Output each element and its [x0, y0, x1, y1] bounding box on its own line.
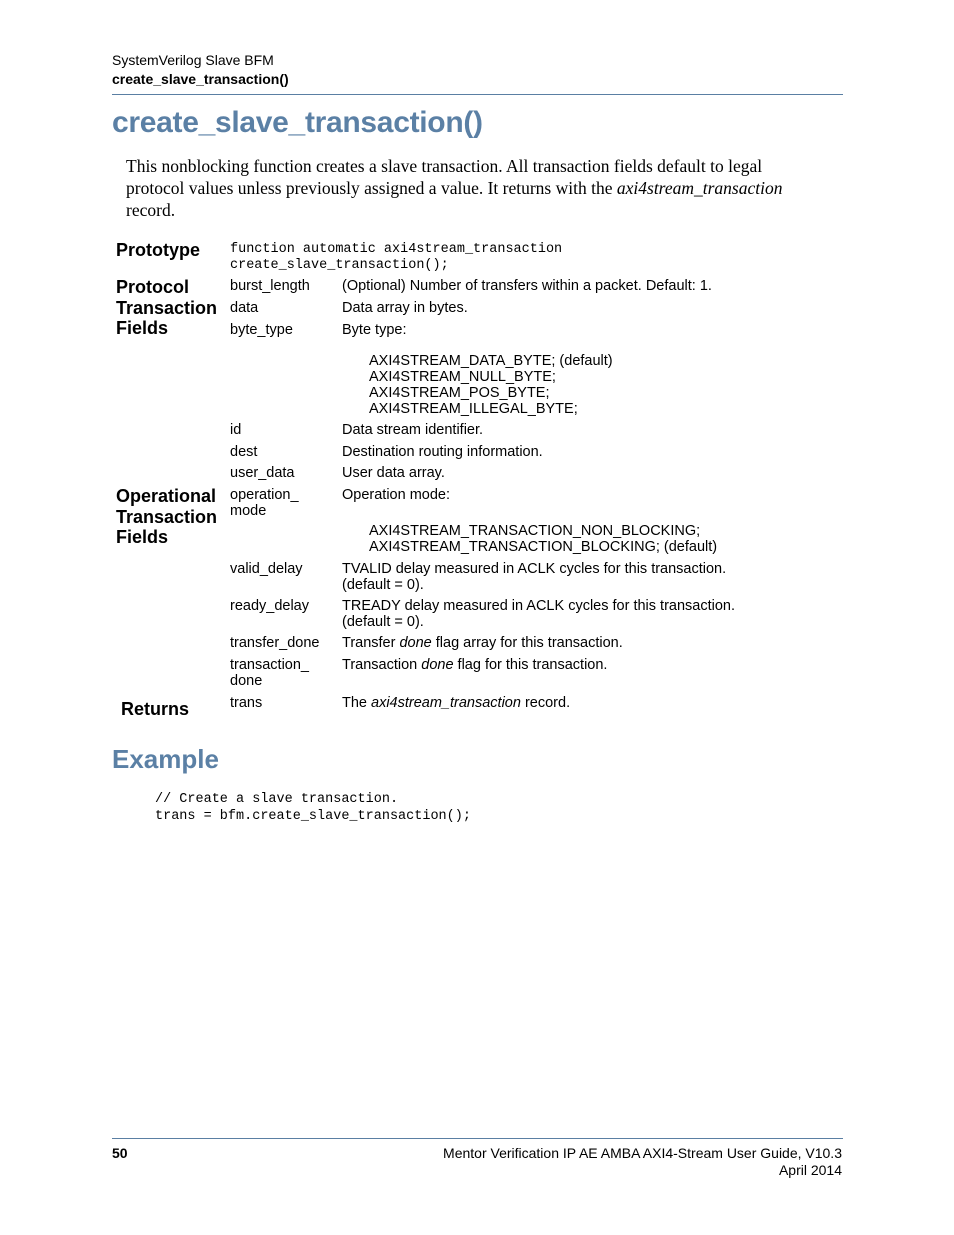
- example-code: // Create a slave transaction. trans = bfm.create_slave_transaction();: [155, 792, 471, 824]
- operational-fields-label: Operational Transaction Fields: [116, 486, 218, 547]
- desc-operation-mode: Operation mode:: [342, 487, 451, 503]
- field-transaction-done: transaction_ done: [230, 657, 309, 689]
- list-item: AXI4STREAM_ILLEGAL_BYTE;: [369, 401, 578, 417]
- field-ready-delay: ready_delay: [230, 598, 309, 614]
- field-byte-type: byte_type: [230, 322, 293, 338]
- example-heading: Example: [112, 744, 219, 774]
- footer-rule: [112, 1138, 843, 1139]
- field-operation-mode: operation_ mode: [230, 487, 299, 519]
- field-burst-length: burst_length: [230, 278, 310, 294]
- desc-ready-delay: TREADY delay measured in ACLK cycles for this transaction. (default = 0).: [342, 598, 736, 630]
- list-item: AXI4STREAM_DATA_BYTE; (default): [369, 353, 613, 369]
- intro-line-2: protocol values unless previously assigned a value. It returns with the axi4stream_transaction: [126, 178, 783, 198]
- desc-user-data: User data array.: [342, 465, 445, 481]
- field-data: data: [230, 300, 259, 316]
- page-title: create_slave_transaction(): [112, 106, 483, 139]
- desc-transfer-done: Transfer done flag array for this transaction.: [342, 635, 623, 651]
- desc-byte-type: Byte type:: [342, 322, 407, 338]
- desc-burst-length: (Optional) Number of transfers within a packet. Default: 1.: [342, 278, 712, 294]
- field-transfer-done: transfer_done: [230, 635, 320, 651]
- intro-paragraph: [126, 155, 841, 221]
- header-rule: [112, 94, 843, 95]
- desc-transaction-done: Transaction done flag for this transaction.: [342, 657, 608, 673]
- desc-data: Data array in bytes.: [342, 300, 468, 316]
- list-item: AXI4STREAM_TRANSACTION_NON_BLOCKING;: [369, 523, 701, 539]
- field-trans: trans: [230, 695, 263, 711]
- field-dest: dest: [230, 444, 258, 460]
- field-user-data: user_data: [230, 465, 295, 481]
- field-valid-delay: valid_delay: [230, 561, 303, 577]
- prototype-code: function automatic axi4stream_transaction create_slave_transaction();: [230, 242, 563, 273]
- desc-dest: Destination routing information.: [342, 444, 543, 460]
- intro-line-1: This nonblocking function creates a slave transaction. All transaction fields default to legal: [126, 156, 763, 176]
- intro-line-3: record.: [126, 200, 176, 220]
- footer-guide-title: Mentor Verification IP AE AMBA AXI4-Stream User Guide, V10.3: [443, 1145, 842, 1161]
- desc-trans: The axi4stream_transaction record.: [342, 695, 571, 711]
- footer-date: April 2014: [778, 1162, 842, 1178]
- field-id: id: [230, 422, 242, 438]
- list-item: AXI4STREAM_NULL_BYTE;: [369, 369, 556, 385]
- running-header-section: SystemVerilog Slave BFM: [112, 52, 274, 68]
- desc-valid-delay: TVALID delay measured in ACLK cycles for this transaction. (default = 0).: [342, 561, 727, 593]
- running-header-topic: create_slave_transaction(): [112, 71, 289, 87]
- page-number: 50: [112, 1145, 128, 1161]
- prototype-label: Prototype: [116, 240, 201, 260]
- desc-id: Data stream identifier.: [342, 422, 484, 438]
- returns-label: Returns: [121, 699, 190, 719]
- list-item: AXI4STREAM_TRANSACTION_BLOCKING; (default): [369, 539, 718, 555]
- byte-type-options: [369, 353, 613, 417]
- list-item: AXI4STREAM_POS_BYTE;: [369, 385, 550, 401]
- protocol-fields-label: Protocol Transaction Fields: [116, 277, 218, 338]
- operation-mode-options: [369, 523, 717, 555]
